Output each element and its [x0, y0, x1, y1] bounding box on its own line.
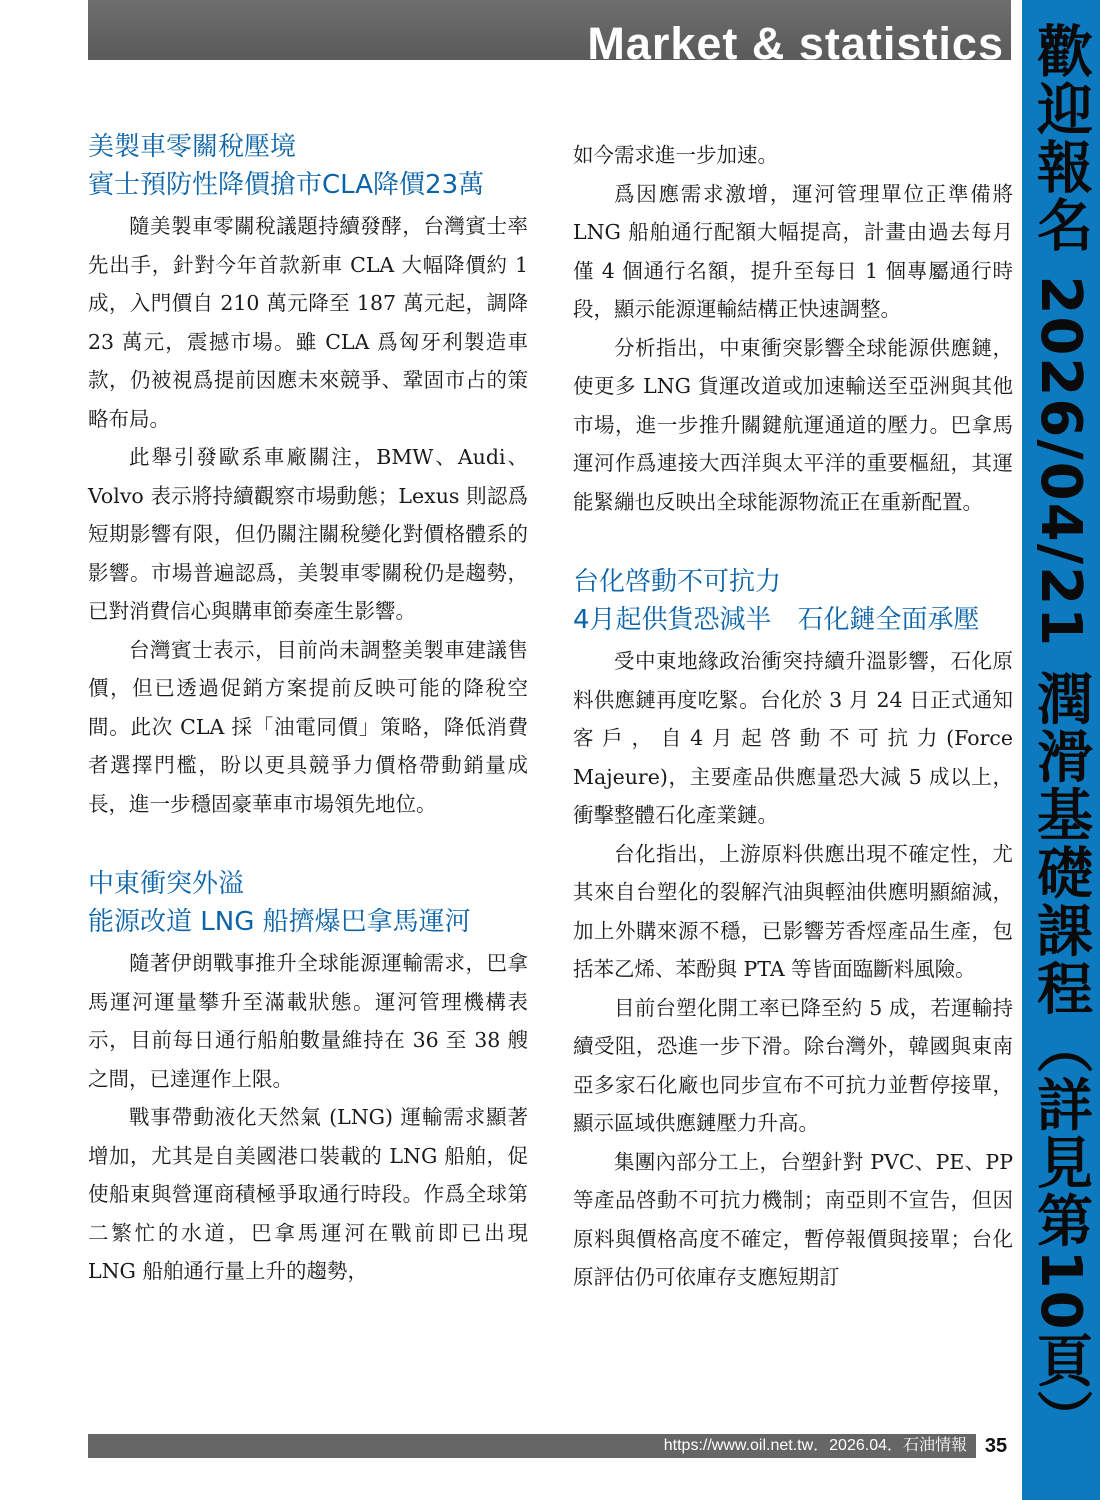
- side-banner-text: 歡迎報名 2026/04/21 潤滑基礎課程（詳見第10頁）: [1028, 22, 1093, 1448]
- article-title-line: 4月起供貨恐減半 石化鏈全面承壓: [573, 605, 980, 635]
- article-title-line: 賓士預防性降價搶市CLA降價23萬: [88, 170, 485, 200]
- page-number: 35: [984, 1435, 1008, 1457]
- article-title: [573, 563, 1013, 639]
- article-paragraph: 台灣賓士表示，目前尚未調整美製車建議售價，但已透過促銷方案提前反映可能的降稅空間。此次 CLA 採「油電同價」策略，降低消費者選擇門檻，盼以更具競爭力價格帶動銷量成長，進一步穩固豪華車市場領先地位。: [88, 637, 528, 816]
- article-title-line: 中東衝突外溢: [88, 869, 245, 899]
- article-title-line: 能源改道 LNG 船擠爆巴拿馬運河: [88, 907, 471, 937]
- article-paragraph: 分析指出，中東衝突影響全球能源供應鏈，使更多 LNG 貨運改道或加速輸送至亞洲與其他市場，進一步推升關鍵航運通道的壓力。巴拿馬運河作爲連接大西洋與太平洋的重要樞紐，其運能緊繃也反映出全球能源物流正在重新配置。: [573, 335, 1013, 514]
- article-paragraph: 隨著伊朗戰事推升全球能源運輸需求，巴拿馬運河運量攀升至滿載狀態。運河管理機構表示，目前每日通行船舶數量維持在 36 至 38 艘之間，已達運作上限。: [88, 951, 528, 1091]
- article-paragraph: 目前台塑化開工率已降至約 5 成，若運輸持續受阻，恐進一步下滑。除台灣外，韓國與東南亞多家石化廠也同步宣布不可抗力並暫停接單，顯示區域供應鏈壓力升高。: [573, 995, 1013, 1135]
- article-paragraph: 受中東地緣政治衝突持續升溫影響，石化原料供應鏈再度吃緊。台化於 3 月 24 日正式通知客戶，自4月起啓動不可抗力(Force Majeure)，主要產品供應量恐大減 5 成以上，衝擊整體石化產業鏈。: [573, 649, 1013, 827]
- article-paragraph: 台化指出，上游原料供應出現不確定性，尤其來自台塑化的裂解汽油與輕油供應明顯縮減，加上外購來源不穩，已影響芳香烴產品生產，包括苯乙烯、苯酚與 PTA 等皆面臨斷料風險。: [573, 841, 1013, 981]
- article-mercedes-cla: [88, 128, 528, 823]
- article-title-line: 美製車零關稅壓境: [88, 132, 297, 162]
- article-title: [88, 128, 528, 204]
- footer-text: https://www.oil.net.tw．2026.04．石油情報: [663, 1437, 967, 1454]
- section-title: Market & statistics: [587, 18, 1004, 69]
- right-column: [573, 136, 1013, 1297]
- article-paragraph: 隨美製車零關稅議題持續發酵，台灣賓士率先出手，針對今年首款新車 CLA 大幅降價約 1 成，入門價自 210 萬元降至 187 萬元起，調降 23 萬元，震撼市場。雖 CLA 爲匈牙利製造車款，仍被視爲提前因應未來競爭、鞏固市占的策略布局。: [88, 214, 528, 431]
- article-gap: [88, 823, 528, 865]
- article-paragraph: 爲因應需求激增，運河管理單位正準備將 LNG 船舶通行配額大幅提高，計畫由過去每月僅 4 個通行名額，提升至每日 1 個專屬通行時段，顯示能源運輸結構正快速調整。: [573, 181, 1013, 321]
- left-column: [88, 128, 528, 1291]
- article-title-line: 台化啓動不可抗力: [573, 567, 782, 597]
- article-paragraph-continued: 如今需求進一步加速。: [573, 143, 778, 167]
- article-gap: [573, 521, 1013, 563]
- article-formosa-force-majeure: [573, 563, 1013, 1297]
- article-title: [88, 865, 528, 941]
- article-paragraph: 此舉引發歐系車廠關注，BMW、Audi、Volvo 表示將持續觀察市場動態；Lexus 則認爲短期影響有限，但仍關注關稅變化對價格體系的影響。市場普遍認爲，美製車零關稅仍是趨勢，已對消費信心與購車節奏產生影響。: [88, 445, 528, 623]
- article-paragraph: 集團內部分工上，台塑針對 PVC、PE、PP 等產品啓動不可抗力機制；南亞則不宣告，但因原料與價格高度不確定，暫停報價與接單；台化原評估仍可依庫存支應短期訂: [573, 1149, 1013, 1289]
- article-paragraph: 戰事帶動液化天然氣 (LNG) 運輸需求顯著增加，尤其是自美國港口裝載的 LNG 船舶，促使船東與營運商積極爭取通行時段。作爲全球第二繁忙的水道，巴拿馬運河在戰前即已出現 LNG 船舶通行量上升的趨勢，: [88, 1105, 528, 1283]
- article-panama-lng: [88, 865, 528, 1291]
